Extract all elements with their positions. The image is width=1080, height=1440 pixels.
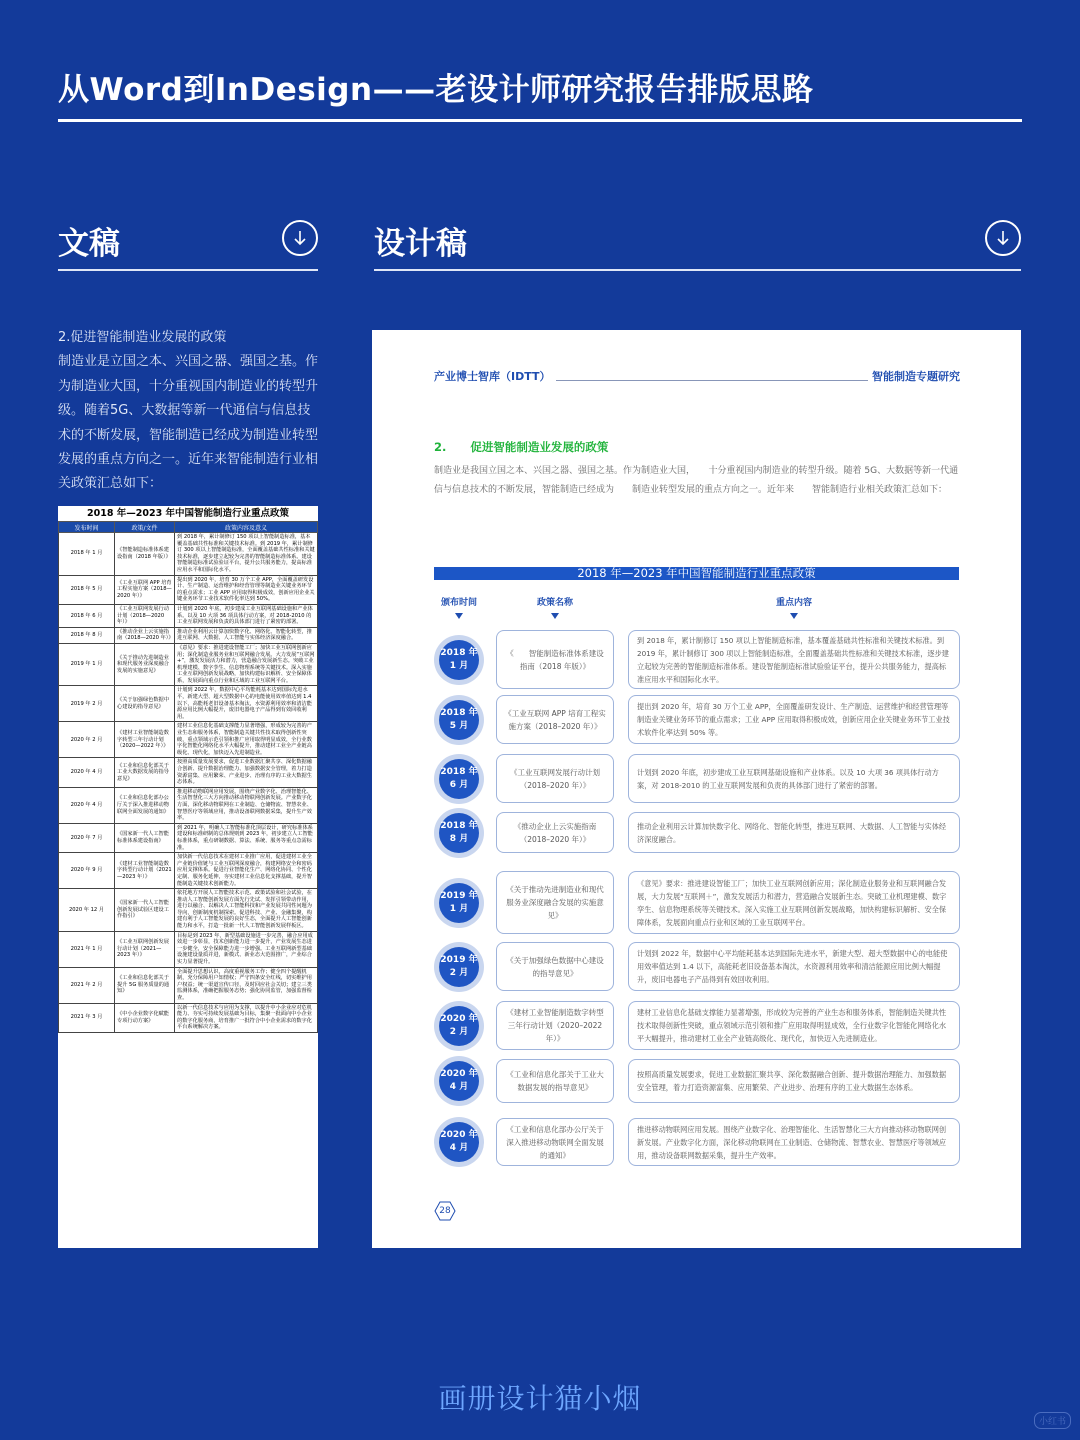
date-month: 4 月 — [449, 1082, 469, 1092]
date-month: 6 月 — [449, 780, 469, 790]
date-year: 2018 年 — [440, 708, 478, 718]
policy-name: 《工业互联网发展行动计划（2018–2020 年）》 — [496, 754, 614, 803]
date-year: 2018 年 — [440, 767, 478, 777]
word-table-cell: 《工业互联网 APP 培育工程实施方案（2018—2020 年）》 — [115, 575, 175, 604]
policy-row — [434, 754, 960, 803]
triangle-down-icon — [455, 613, 463, 619]
design-divider — [374, 269, 1021, 271]
word-table-cell: 2020 年 2 月 — [59, 722, 115, 758]
arrow-down-circle-icon — [282, 220, 318, 256]
date-badge-inner — [439, 813, 479, 853]
date-badge — [434, 1056, 484, 1106]
section-intro: 制造业是我国立国之本、兴国之器、强国之基。作为制造业大国， 十分重视国内制造业的转型升级。随着 5G、大数据等新一代通信与信息技术的不断发展，智能制造已经成为 制造业转型发展的重点方向之一。近年来 智能制造行业相关政策汇总如下： — [434, 466, 959, 495]
date-badge — [434, 808, 484, 858]
column-header-label: 政策名称 — [536, 598, 573, 608]
date-badge-inner — [439, 947, 479, 987]
word-table-cell: 按照高质量发展要求，促进工业数据汇聚共享、深化数据融合创新、提升数据治理能力、加强数据安全管理，着力打造资源富集、应用繁荣、产业进步、治理有序的工业大数据生态体系。 — [175, 758, 318, 787]
date-badge — [434, 942, 484, 992]
policy-name: 《 智能制造标准体系建设指南（2018 年版）》 — [496, 630, 614, 689]
date-month: 2 月 — [449, 968, 469, 978]
date-year: 2018 年 — [440, 821, 478, 831]
word-table-row — [59, 931, 318, 967]
title-divider — [58, 119, 1022, 122]
word-table-cell: 2019 年 2 月 — [59, 686, 115, 722]
date-badge-inner — [439, 1006, 479, 1046]
word-table-cell: 2018 年 1 月 — [59, 533, 115, 576]
word-table-cell: 《工业互联网发展行动计划（2018—2020 年）》 — [115, 604, 175, 627]
date-badge-inner — [439, 759, 479, 799]
word-table-row — [59, 643, 318, 686]
report-topic: 智能制造专题研究 — [872, 370, 960, 383]
word-table-cell: 《工业和信息化部关于工业大数据发展的指导意见》 — [115, 758, 175, 787]
policy-content: 计划到 2020 年底，初步建成工业互联网基础设施和产业体系。以及 10 大项 36 项具体行动方案，对 2018-2010 的工业互联网发展和负责的具体部门进行了紧密的部署。 — [628, 754, 960, 803]
word-table-cell: 计划到 2020 年底，初步建成工业互联网基础设施和产业体系。以及 10 大项 36 项具体行动方案，对 2018-2010 的工业互联网发展和负责的具体部门进行了紧密的部署。 — [175, 604, 318, 627]
date-year: 2018 年 — [440, 648, 478, 658]
policy-name: 《工业和信息化部关于工业大数据发展的指导意见》 — [496, 1059, 614, 1103]
date-year: 2020 年 — [440, 1130, 478, 1140]
header-rule — [556, 380, 868, 381]
policy-name: 《建材工业智能制造数字转型三年行动计划（2020–2022 年）》 — [496, 1001, 614, 1050]
word-table-cell: 2018 年 6 月 — [59, 604, 115, 627]
policy-content: 提出到 2020 年，培育 30 万个工业 APP，全面覆盖研发设计、生产制造、运营维护和经营管理等制造业关键业务环节的重点需求；工业 APP 应用取得积极成效，创新应用企业关键业务环节工业技术软件化率达到 50% 等。 — [628, 695, 960, 744]
word-table-cell: 《关于加强绿色数据中心建设的指导意见》 — [115, 686, 175, 722]
policy-content: 推进移动物联网应用发展。围绕产业数字化、治理智能化、生活智慧化三大方向推动移动物联网创新发展。产业数字化方面，深化移动物联网在工业制造、仓储物流、智慧农业、智慧医疗等领域应用，推动设备联网数据采集，提升生产效率。 — [628, 1118, 960, 1166]
word-table-row — [59, 967, 318, 1003]
column-header-policy — [496, 595, 614, 619]
word-table-cell: 《关于推动先进制造业和现代服务业深度融合发展的实施意见》 — [115, 643, 175, 686]
policy-row — [434, 871, 960, 934]
date-month: 1 月 — [449, 904, 469, 914]
date-badge-inner — [439, 1122, 479, 1162]
policy-name: 《工业互联网 APP 培育工程实施方案（2018–2020 年）》 — [496, 695, 614, 744]
date-year: 2019 年 — [440, 955, 478, 965]
word-table-cell: 《工业和信息化部关于提升 5G 服务质量的通知》 — [115, 967, 175, 1003]
date-month: 4 月 — [449, 1143, 469, 1153]
word-table-cell: 建材工业信息化基础支撑能力显著增强，形成较为完善的产业生态和服务体系，智能制造关键共性技术取得创新性突破，重点领域示范引领和推广应用取得明显成效，全行业数字化智能化网络化水平大幅提升，推动建材工业全产业链高级化、现代化，加快迈入先进制造业。 — [175, 722, 318, 758]
policy-table-title: 2018 年—2023 年中国智能制造行业重点政策 — [434, 567, 959, 580]
word-table-cell: 2019 年 1 月 — [59, 643, 115, 686]
word-table-row — [59, 889, 318, 932]
word-table-row — [59, 823, 318, 852]
manuscript-divider — [58, 269, 318, 271]
word-table-row — [59, 1003, 318, 1032]
word-table-title: 2018 年—2023 年中国智能制造行业重点政策 — [87, 508, 289, 519]
policy-name: 《关于推动先进制造业和现代服务业深度融合发展的实施意见》 — [496, 871, 614, 934]
word-table-preview — [58, 506, 318, 1248]
policy-row — [434, 1118, 960, 1166]
manuscript-paragraph: 制造业是立国之本、兴国之器、强国之基。作为制造业大国，十分重视国内制造业的转型升级。随着5G、大数据等新一代通信与信息技术的不断发展，智能制造已经成为制造业转型发展的重点方向之一。近年来智能制造行业相关政策汇总如下： — [58, 354, 319, 492]
word-table-cell: 2020 年 12 月 — [59, 889, 115, 932]
word-table-cell: 2018 年 8 月 — [59, 627, 115, 643]
manuscript-section-heading: 2.促进智能制造业发展的政策 — [58, 330, 227, 345]
word-table-cell: 《建材工业智能制造数字转型行动计划（2021—2023 年）》 — [115, 853, 175, 889]
date-badge-inner — [439, 640, 479, 680]
word-table-cell: 全面提升思想认识，高度重视服务工作；健全四个提醒机制，充分保障用户知情权；严守四条安全红线，切实维护用户权益；统一渠道宣传口径，及时回应社会关切；建立三类监测体系，准确把握服务态势；强化协同监管，加强监督检查。 — [175, 967, 318, 1003]
word-table-row — [59, 686, 318, 722]
design-page — [372, 330, 1021, 1248]
word-table-cell: 推动企业利用云计算加快数字化、网络化、智能化转型，推进互联网、大数据、人工智能与实体经济深度融合。 — [175, 627, 318, 643]
word-table-row — [59, 533, 318, 576]
word-table-row — [59, 627, 318, 643]
word-table-cell: 推进移动物联网应用发展。围绕产业数字化、治理智能化、生活智慧化三大方向推动移动物联网创新发展。产业数字化方面，深化移动物联网在工业制造、仓储物流、智慧农业、智慧医疗等领域应用，推动设备联网数据采集，提升生产效率。 — [175, 787, 318, 823]
word-table-cell: 加快新一代信息技术在建材工业推广应用，促进建材工业全产业链价值链与工业互联网深度融合，构建网络安全和密码应用支撑体系。促进行业智能化生产、网络化协同、个性化定制、服务化延伸，夯实建材工业信息化支撑基础，提升智能制造关键技术创新能力。 — [175, 853, 318, 889]
word-table-row — [59, 758, 318, 787]
word-table-row — [59, 853, 318, 889]
date-badge — [434, 695, 484, 745]
manuscript-heading: 文稿 — [58, 226, 120, 262]
word-table-cell: 2021 年 2 月 — [59, 967, 115, 1003]
footer-caption: 画册设计猫小烟 — [438, 1382, 642, 1415]
word-table-cell: 《工业和信息化部办公厅关于深入推进移动物联网全面发展的通知》 — [115, 787, 175, 823]
word-table-body — [59, 533, 318, 1033]
date-badge — [434, 754, 484, 804]
word-table-row — [59, 787, 318, 823]
date-badge — [434, 635, 484, 685]
word-table — [58, 521, 318, 1033]
policy-row — [434, 1059, 960, 1103]
word-table-row — [59, 575, 318, 604]
policy-content: 推动企业利用云计算加快数字化、网络化、智能化转型，推进互联网、大数据、人工智能与实体经济深度融合。 — [628, 812, 960, 853]
word-table-header: 政策内容及意义 — [175, 522, 318, 533]
word-table-header: 发布时间 — [59, 522, 115, 533]
policy-content: 《意见》要求：推进建设智能工厂；加快工业互联网创新应用；深化制造业服务业和互联网融合发展，大力发展“互联网＋”，激发发展活力和潜力，营造融合发展新生态。突破工业机理建模、数字孪生、信息物理系统等关键技术。深入实施工业互联网创新发展战略，加快构建标识解析、安全保障体系，发展面向重点行业和区域的工业互联网平台。 — [628, 871, 960, 934]
manuscript-text — [58, 326, 320, 497]
policy-name: 《推动企业上云实施指南（2018–2020 年）》 — [496, 812, 614, 853]
design-heading: 设计稿 — [374, 226, 467, 262]
word-table-cell: 2020 年 4 月 — [59, 758, 115, 787]
word-table-cell: 到 2018 年，累计制修订 150 项以上智能制造标准，基本覆盖基础共性标准和关键技术标准。到 2019 年，累计制修订 300 项以上智能制造标准，全面覆盖基础共性标准和关键技术标准，逐步建立起较为完善的智能制造标准体系。建设智能制造标准试验验证平台，提升公共服务能力，提高标准应用水平和国际化水平。 — [175, 533, 318, 576]
policy-name: 《关于加强绿色数据中心建设的指导意见》 — [496, 942, 614, 991]
policy-row — [434, 942, 960, 991]
page-title: 从Word到InDesign——老设计师研究报告排版思路 — [58, 72, 814, 108]
word-table-cell: 以新一代信息技术与应用为支撑，以提升中小企业应对危机能力、夯实可持续发展基础为目标，集聚一批面向中小企业的数字化服务商，培育推广一批符合中小企业需求的数字化平台系统解决方案。 — [175, 1003, 318, 1032]
word-table-cell: 提出到 2020 年，培育 30 万个工业 APP，全面覆盖研发设计、生产制造、运营维护和经营管理等制造业关键业务环节的重点需求；工业 APP 应用取得积极成效，创新应用企业关键业务环节工业技术软件化率达到 50%。 — [175, 575, 318, 604]
report-publisher: 产业博士智库（IDTT） — [434, 370, 551, 383]
policy-row — [434, 812, 960, 853]
word-table-cell: 2020 年 7 月 — [59, 823, 115, 852]
word-table-cell: 《工业互联网创新发展行动计划（2021—2023 年）》 — [115, 931, 175, 967]
date-month: 8 月 — [449, 834, 469, 844]
section-title: 促进智能制造业发展的政策 — [470, 440, 609, 454]
date-month: 5 月 — [449, 721, 469, 731]
date-year: 2020 年 — [440, 1014, 478, 1024]
word-table-row — [59, 722, 318, 758]
triangle-down-icon — [790, 613, 798, 619]
policy-row — [434, 1001, 960, 1050]
word-table-cell: 计划到 2022 年，数据中心平均能耗基本达到国际先进水平，新建大型、超大型数据中心的电能使用效率值达到 1.4 以下，高能耗老旧设备基本淘汰，水资源利用效率和清洁能源应用比例大幅提升，废旧电器电子产品得到有效回收利用。 — [175, 686, 318, 722]
section-number: 2. — [434, 440, 447, 454]
word-table-cell: 到 2021 年，明确人工智能标准化顶层设计，研究标准体系建设和标准研制的总体规则到 2023 年，初步建立人工智能标准体系，重点研制数据、算法、系统、服务等重点急需标准。 — [175, 823, 318, 852]
word-table-header: 政策/文件 — [115, 522, 175, 533]
word-table-cell: 《国家新一代人工智能标准体系建设指南》 — [115, 823, 175, 852]
date-badge-inner — [439, 700, 479, 740]
section-heading — [434, 439, 608, 455]
date-month: 1 月 — [449, 661, 469, 671]
word-table-cell: 《智能制造标准体系建设指南（2018 年版）》 — [115, 533, 175, 576]
word-table-cell: 依托地方开展人工智能技术示范、政策试验和社会试验，在推动人工智能创新发展方面先行先试、发挥引领带动作用，进行以融合、以解决人工智能科技和产业发展共同性问题为导向，创新制度机制探索。促进科技、产业、金融集聚，构建有利于人工智能发展的良好生态，全面提升人工智能创新能力和水平，打造一批新一代人工智能创新发展样板区。 — [175, 889, 318, 932]
column-header-content — [628, 595, 960, 619]
date-month: 2 月 — [449, 1027, 469, 1037]
word-table-cell: 2020 年 4 月 — [59, 787, 115, 823]
date-year: 2020 年 — [440, 1069, 478, 1079]
date-badge-inner — [439, 1061, 479, 1101]
date-badge-inner — [439, 883, 479, 923]
word-table-cell: 《中小企业数字化赋能专项行动方案》 — [115, 1003, 175, 1032]
column-header-date — [434, 595, 484, 619]
word-table-cell: 2021 年 1 月 — [59, 931, 115, 967]
triangle-down-icon — [551, 613, 559, 619]
word-table-cell: 《意见》要求：推进建设智能工厂；加快工业互联网创新应用；深化制造业服务业和互联网融合发展。大力发展“互联网+”，激发发展活力和潜力，营造融合发展新生态。突破工业机理建模、数字孪生、信息物理系统等关键技术。深入实施工业互联网创新发展战略，加快构建标识解析、安全保障体系，发展面向重点行业和区域的工业互联网平台。 — [175, 643, 318, 686]
watermark: 小红书 — [1034, 1412, 1071, 1429]
word-table-cell: 2018 年 5 月 — [59, 575, 115, 604]
word-table-cell: 目标是到 2023 年，新型基础设施进一步完善，融合应用成效进一步彰显，技术创新能力进一步提升，产业发展生态进一步健全，安全保障能力进一步增强。工业互联网新型基础设施建设量质并进，新模式、新业态大范围推广，产业综合实力显著提升。 — [175, 931, 318, 967]
date-badge — [434, 1117, 484, 1167]
policy-content: 建材工业信息化基础支撑能力显著增强，形成较为完善的产业生态和服务体系，智能制造关键共性技术取得创新性突破，重点领域示范引领和推广应用取得明显成效，全行业数字化智能化网络化水平大幅提升，推动建材工业全产业链高级化、现代化，加快迈入先进制造业。 — [628, 1001, 960, 1050]
date-badge — [434, 878, 484, 928]
page-number-label: 28 — [439, 1206, 451, 1216]
word-table-cell: 《推动企业上云实施指南（2018—2020 年）》 — [115, 627, 175, 643]
policy-content: 计划到 2022 年，数据中心平均能耗基本达到国际先进水平，新建大型、超大型数据中心的电能使用效率值达到 1.4 以下，高能耗老旧设备基本淘汰，水资源利用效率和清洁能源应用比例大幅提升，废旧电器电子产品得到有效回收利用。 — [628, 942, 960, 991]
page-number — [434, 1200, 456, 1222]
policy-content: 到 2018 年，累计制修订 150 项以上智能制造标准，基本覆盖基础共性标准和关键技术标准。到 2019 年，累计制修订 300 项以上智能制造标准，全面覆盖基础共性标准和关键技术标准，逐步建立起较为完善的智能制造标准体系。建设智能制造标准试验验证平台，提升公共服务能力，提高标准应用水平和国际化水平。 — [628, 630, 960, 689]
word-table-cell: 《国家新一代人工智能创新发展试验区建设工作指引》 — [115, 889, 175, 932]
column-header-label: 颁布时间 — [440, 598, 477, 608]
date-year: 2019 年 — [440, 891, 478, 901]
word-table-cell: 《建材工业智能制造数字转型三年行动计划（2020—2022 年）》 — [115, 722, 175, 758]
policy-content: 按照高质量发展要求，促进工业数据汇聚共享、深化数据融合创新、提升数据治理能力、加强数据安全管理，着力打造资源富集、应用繁荣、产业进步、治理有序的工业大数据生态体系。 — [628, 1059, 960, 1103]
policy-row — [434, 630, 960, 689]
word-table-row — [59, 604, 318, 627]
policy-row — [434, 695, 960, 744]
word-table-cell: 2021 年 3 月 — [59, 1003, 115, 1032]
arrow-down-circle-icon — [985, 220, 1021, 256]
word-table-cell: 2020 年 9 月 — [59, 853, 115, 889]
date-badge — [434, 1001, 484, 1051]
column-header-label: 重点内容 — [775, 598, 812, 608]
policy-name: 《工业和信息化部办公厅关于深入推进移动物联网全面发展的通知》 — [496, 1118, 614, 1166]
